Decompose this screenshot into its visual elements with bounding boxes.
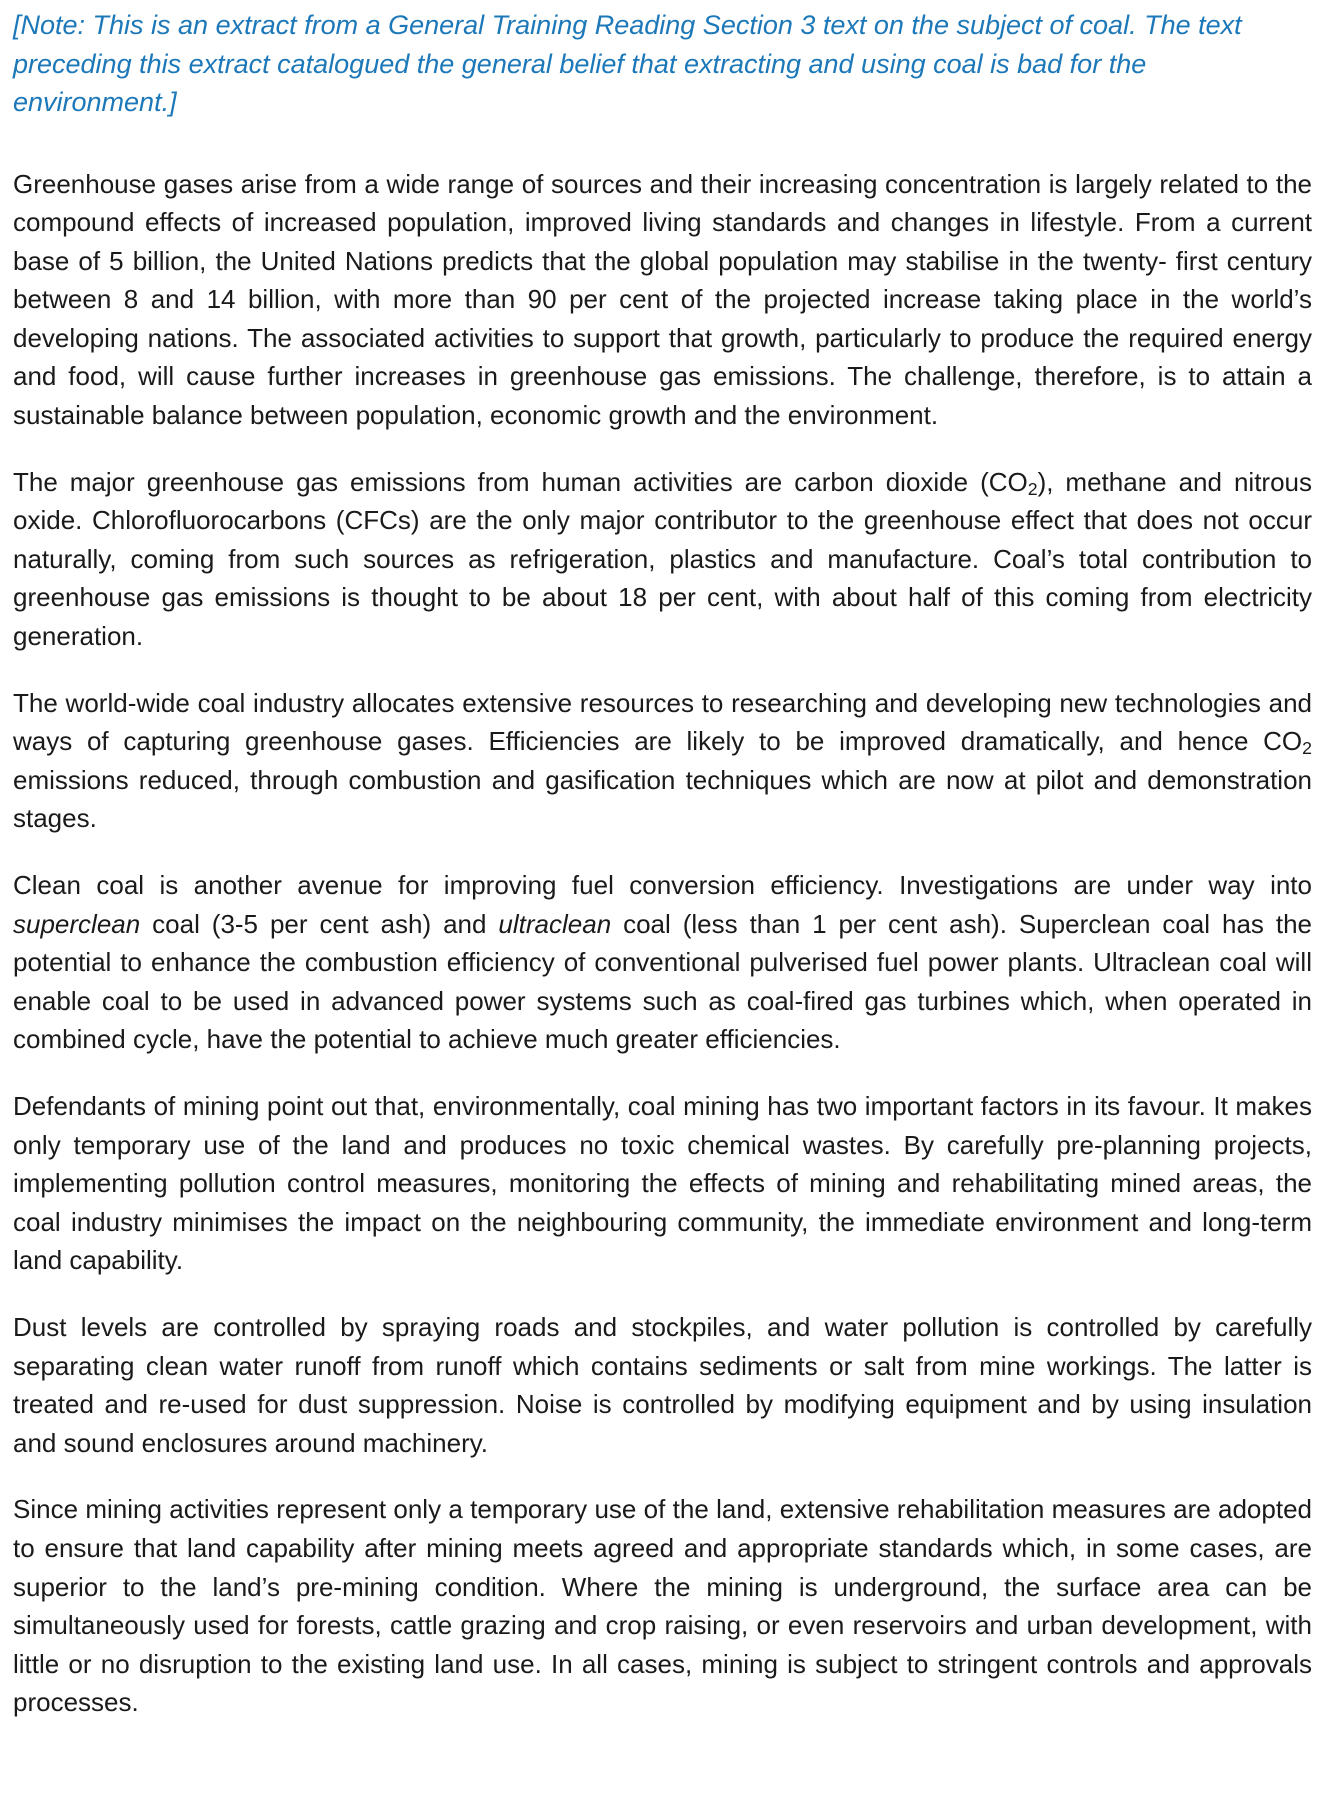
paragraph-text: The world-wide coal industry allocates extensive resources to researching and developing new technologies and ways of capturing greenhouse gases. Efficiencies are likely to be improved dramatically, and hence CO [13, 687, 1312, 757]
paragraph-text: ), methane and nitrous oxide. Chlorofluorocarbons (CFCs) are the only major contributor to the greenhouse effect that does not occur naturally, coming from such sources as refrigeration, plastics and manufacture. Coal’s total contribution to greenhouse gas emissions is thought to be about 18 per cent, with about half of this coming from electricity generation. [13, 466, 1312, 652]
paragraph-clean-coal [13, 866, 1312, 1059]
paragraph-pollution-control: Dust levels are controlled by spraying roads and stockpiles, and water pollution is controlled by carefully separating clean water runoff from runoff which contains sediments or salt from mine workings. The latter is treated and re-used for dust suppression. Noise is controlled by modifying equipment and by using insulation and sound enclosures around machinery. [13, 1311, 1312, 1458]
emphasis-term: ultraclean [498, 908, 612, 939]
paragraph-coal-industry-research [13, 684, 1312, 838]
paragraph-text: The major greenhouse gas emissions from human activities are carbon dioxide (CO [13, 466, 1028, 497]
emphasis-term: superclean [13, 908, 141, 939]
paragraph-text: Clean coal is another avenue for improving fuel conversion efficiency. Investigations are under way into [13, 870, 1312, 900]
paragraph-text: coal (less than 1 per cent ash). Superclean coal has the potential to enhance the combustion efficiency of conventional pulverised fuel power plants. Ultraclean coal will enable coal to be used in advanced power systems such as coal-fired gas turbines which, when operated in combined cycle, have the potential to achieve much greater efficiencies. [13, 908, 1312, 1055]
paragraph-land-rehabilitation: Since mining activities represent only a temporary use of the land, extensive rehabilitation measures are adopted to ensure that land capability after mining meets agreed and appropriate standards which, in some cases, are superior to the land’s pre-mining condition. Where the mining is underground, the surface area can be simultaneously used for forests, cattle grazing and crop raising, or even reservoirs and urban development, with little or no disruption to the existing land use. In all cases, mining is subject to stringent controls and approvals processes. [13, 1494, 1312, 1718]
paragraph-major-emissions [13, 463, 1312, 656]
paragraph-text: coal (3-5 per cent ash) and [140, 908, 499, 939]
paragraph-text: emissions reduced, through combustion and gasification techniques which are now at pilot and demonstration stages. [13, 764, 1312, 834]
subscript: 2 [1027, 478, 1038, 499]
paragraph-defendants-of-mining: Defendants of mining point out that, environmentally, coal mining has two important factors in its favour. It makes only temporary use of the land and produces no toxic chemical wastes. By carefully pre-planning projects, implementing pollution control measures, monitoring the effects of mining and rehabilitating mined areas, the coal industry minimises the impact on the neighbouring community, the immediate environment and long-term land capability. [13, 1090, 1312, 1276]
editor-note: [Note: This is an extract from a General Training Reading Section 3 text on the subject of coal. The text preceding this extract catalogued the general belief that extracting and using coal is bad for the environment.] [13, 10, 1242, 117]
subscript: 2 [1302, 738, 1312, 759]
paragraph-greenhouse-sources: Greenhouse gases arise from a wide range of sources and their increasing concentration is largely related to the compound effects of increased population, improved living standards and changes in lifestyle. From a current base of 5 billion, the United Nations predicts that the global population may stabilise in the twenty- first century between 8 and 14 billion, with more than 90 per cent of the projected increase taking place in the world’s developing nations. The associated activities to support that growth, particularly to produce the required energy and food, will cause further increases in greenhouse gas emissions. The challenge, therefore, is to attain a sustainable balance between population, economic growth and the environment. [13, 168, 1312, 431]
